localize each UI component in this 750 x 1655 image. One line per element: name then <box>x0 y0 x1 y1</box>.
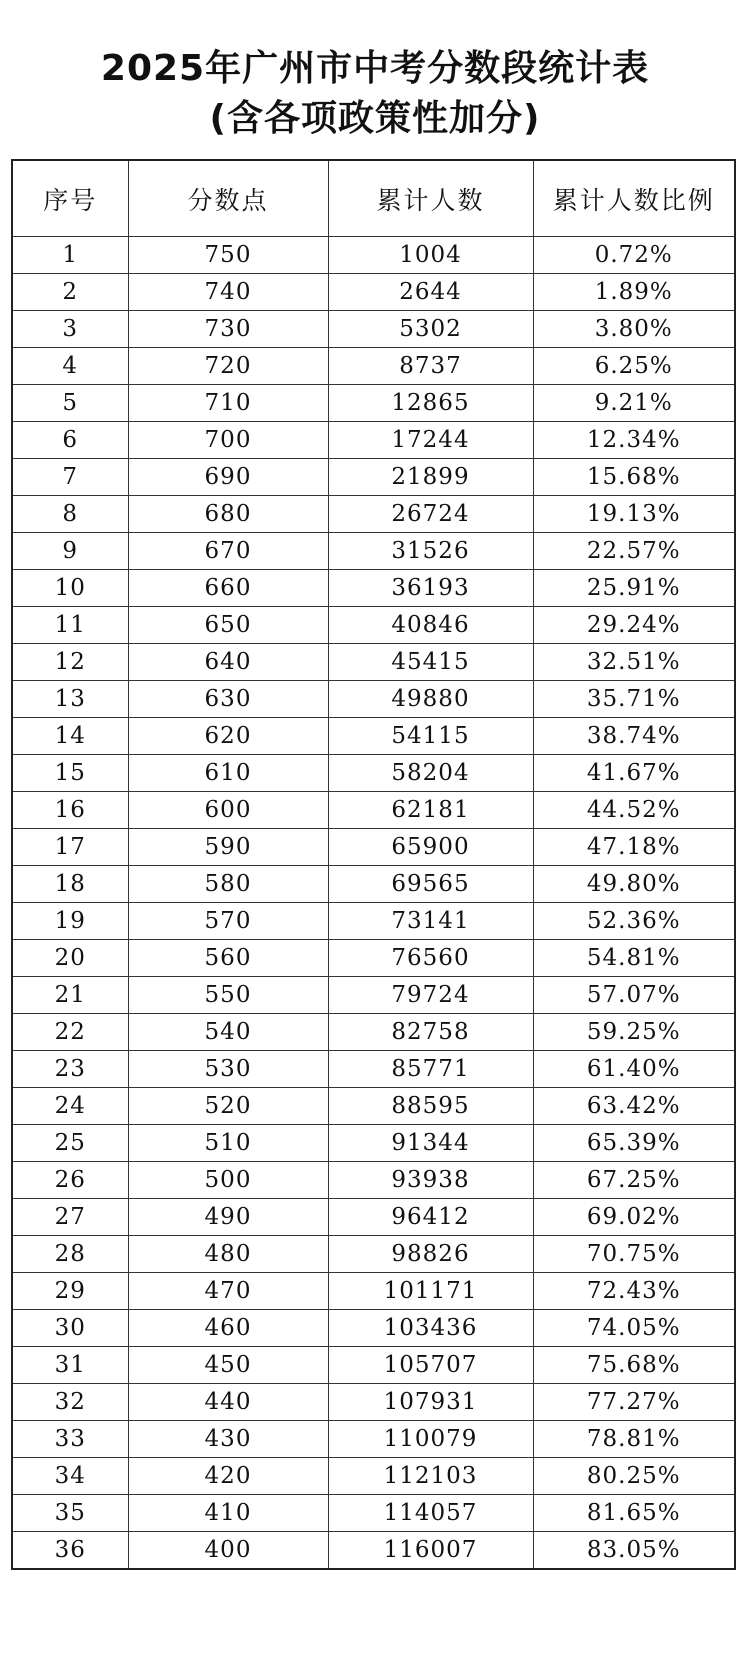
table-row <box>12 1384 735 1421</box>
cell-index: 27 <box>12 1199 128 1236</box>
cell-cumulative-count: 103436 <box>328 1310 533 1347</box>
table-row <box>12 792 735 829</box>
cell-cumulative-count: 26724 <box>328 496 533 533</box>
cell-cumulative-ratio: 52.36% <box>533 903 735 940</box>
cell-cumulative-count: 65900 <box>328 829 533 866</box>
cell-index: 18 <box>12 866 128 903</box>
cell-index: 33 <box>12 1421 128 1458</box>
cell-cumulative-count: 98826 <box>328 1236 533 1273</box>
table-row <box>12 977 735 1014</box>
cell-index: 29 <box>12 1273 128 1310</box>
cell-score: 510 <box>128 1125 328 1162</box>
table-row <box>12 1236 735 1273</box>
cell-cumulative-ratio: 1.89% <box>533 274 735 311</box>
cell-index: 9 <box>12 533 128 570</box>
cell-cumulative-ratio: 29.24% <box>533 607 735 644</box>
cell-score: 720 <box>128 348 328 385</box>
cell-score: 600 <box>128 792 328 829</box>
table-row <box>12 1458 735 1495</box>
cell-index: 14 <box>12 718 128 755</box>
cell-cumulative-count: 58204 <box>328 755 533 792</box>
cell-index: 5 <box>12 385 128 422</box>
cell-score: 690 <box>128 459 328 496</box>
cell-cumulative-ratio: 69.02% <box>533 1199 735 1236</box>
cell-index: 3 <box>12 311 128 348</box>
cell-cumulative-count: 62181 <box>328 792 533 829</box>
table-row <box>12 570 735 607</box>
cell-cumulative-count: 40846 <box>328 607 533 644</box>
table-body <box>12 237 735 1570</box>
cell-cumulative-ratio: 59.25% <box>533 1014 735 1051</box>
cell-score: 470 <box>128 1273 328 1310</box>
page-title <box>0 44 750 144</box>
table-row <box>12 903 735 940</box>
cell-score: 460 <box>128 1310 328 1347</box>
cell-cumulative-count: 107931 <box>328 1384 533 1421</box>
cell-score: 620 <box>128 718 328 755</box>
cell-index: 8 <box>12 496 128 533</box>
table-row <box>12 940 735 977</box>
cell-cumulative-count: 31526 <box>328 533 533 570</box>
table-row <box>12 1273 735 1310</box>
table-row <box>12 607 735 644</box>
cell-cumulative-count: 93938 <box>328 1162 533 1199</box>
table-row <box>12 718 735 755</box>
cell-cumulative-count: 1004 <box>328 237 533 274</box>
cell-index: 19 <box>12 903 128 940</box>
cell-cumulative-ratio: 70.75% <box>533 1236 735 1273</box>
cell-index: 16 <box>12 792 128 829</box>
cell-score: 610 <box>128 755 328 792</box>
table-row <box>12 496 735 533</box>
cell-index: 24 <box>12 1088 128 1125</box>
cell-cumulative-ratio: 49.80% <box>533 866 735 903</box>
cell-index: 6 <box>12 422 128 459</box>
table-row <box>12 829 735 866</box>
cell-cumulative-count: 96412 <box>328 1199 533 1236</box>
cell-cumulative-count: 88595 <box>328 1088 533 1125</box>
cell-cumulative-count: 69565 <box>328 866 533 903</box>
cell-cumulative-count: 17244 <box>328 422 533 459</box>
cell-score: 420 <box>128 1458 328 1495</box>
cell-score: 500 <box>128 1162 328 1199</box>
cell-cumulative-count: 112103 <box>328 1458 533 1495</box>
cell-cumulative-ratio: 22.57% <box>533 533 735 570</box>
cell-index: 25 <box>12 1125 128 1162</box>
cell-score: 750 <box>128 237 328 274</box>
cell-score: 630 <box>128 681 328 718</box>
cell-cumulative-ratio: 32.51% <box>533 644 735 681</box>
cell-cumulative-ratio: 0.72% <box>533 237 735 274</box>
cell-cumulative-ratio: 80.25% <box>533 1458 735 1495</box>
header-index: 序号 <box>12 160 128 237</box>
table-row <box>12 644 735 681</box>
cell-index: 12 <box>12 644 128 681</box>
cell-index: 20 <box>12 940 128 977</box>
table-row <box>12 459 735 496</box>
header-row <box>12 160 735 237</box>
cell-score: 560 <box>128 940 328 977</box>
table-row <box>12 1532 735 1570</box>
cell-cumulative-ratio: 65.39% <box>533 1125 735 1162</box>
cell-cumulative-ratio: 15.68% <box>533 459 735 496</box>
cell-cumulative-ratio: 44.52% <box>533 792 735 829</box>
cell-cumulative-ratio: 9.21% <box>533 385 735 422</box>
cell-cumulative-count: 73141 <box>328 903 533 940</box>
cell-cumulative-ratio: 78.81% <box>533 1421 735 1458</box>
table-row <box>12 311 735 348</box>
cell-cumulative-count: 36193 <box>328 570 533 607</box>
table-row <box>12 1421 735 1458</box>
cell-cumulative-count: 91344 <box>328 1125 533 1162</box>
table-row <box>12 681 735 718</box>
cell-cumulative-count: 114057 <box>328 1495 533 1532</box>
cell-cumulative-count: 49880 <box>328 681 533 718</box>
cell-score: 430 <box>128 1421 328 1458</box>
cell-cumulative-count: 12865 <box>328 385 533 422</box>
cell-cumulative-ratio: 75.68% <box>533 1347 735 1384</box>
cell-score: 520 <box>128 1088 328 1125</box>
table-header <box>12 160 735 237</box>
cell-index: 31 <box>12 1347 128 1384</box>
cell-cumulative-ratio: 81.65% <box>533 1495 735 1532</box>
cell-cumulative-count: 85771 <box>328 1051 533 1088</box>
table-row <box>12 422 735 459</box>
cell-score: 710 <box>128 385 328 422</box>
table-row <box>12 533 735 570</box>
cell-score: 580 <box>128 866 328 903</box>
table-row <box>12 1162 735 1199</box>
cell-score: 410 <box>128 1495 328 1532</box>
table-row <box>12 1495 735 1532</box>
cell-cumulative-count: 101171 <box>328 1273 533 1310</box>
cell-score: 450 <box>128 1347 328 1384</box>
cell-score: 480 <box>128 1236 328 1273</box>
header-cumulative-ratio: 累计人数比例 <box>533 160 735 237</box>
table-row <box>12 1310 735 1347</box>
cell-cumulative-count: 45415 <box>328 644 533 681</box>
cell-score: 650 <box>128 607 328 644</box>
cell-index: 1 <box>12 237 128 274</box>
cell-index: 21 <box>12 977 128 1014</box>
cell-index: 7 <box>12 459 128 496</box>
cell-score: 700 <box>128 422 328 459</box>
cell-cumulative-ratio: 12.34% <box>533 422 735 459</box>
cell-index: 35 <box>12 1495 128 1532</box>
cell-cumulative-count: 21899 <box>328 459 533 496</box>
cell-index: 10 <box>12 570 128 607</box>
cell-cumulative-ratio: 67.25% <box>533 1162 735 1199</box>
cell-score: 570 <box>128 903 328 940</box>
cell-index: 26 <box>12 1162 128 1199</box>
cell-cumulative-ratio: 19.13% <box>533 496 735 533</box>
cell-cumulative-count: 116007 <box>328 1532 533 1570</box>
cell-score: 440 <box>128 1384 328 1421</box>
cell-index: 11 <box>12 607 128 644</box>
cell-cumulative-ratio: 77.27% <box>533 1384 735 1421</box>
table-row <box>12 348 735 385</box>
table-row <box>12 866 735 903</box>
header-cumulative-count: 累计人数 <box>328 160 533 237</box>
cell-score: 740 <box>128 274 328 311</box>
cell-score: 660 <box>128 570 328 607</box>
cell-index: 23 <box>12 1051 128 1088</box>
cell-cumulative-count: 110079 <box>328 1421 533 1458</box>
table-row <box>12 274 735 311</box>
cell-index: 13 <box>12 681 128 718</box>
table-row <box>12 755 735 792</box>
table-row <box>12 1051 735 1088</box>
cell-cumulative-ratio: 54.81% <box>533 940 735 977</box>
cell-cumulative-count: 2644 <box>328 274 533 311</box>
cell-index: 4 <box>12 348 128 385</box>
table-row <box>12 385 735 422</box>
cell-cumulative-ratio: 35.71% <box>533 681 735 718</box>
cell-cumulative-ratio: 41.67% <box>533 755 735 792</box>
cell-cumulative-ratio: 6.25% <box>533 348 735 385</box>
title-line-subtitle: (含各项政策性加分) <box>209 98 541 139</box>
cell-cumulative-ratio: 72.43% <box>533 1273 735 1310</box>
cell-cumulative-ratio: 74.05% <box>533 1310 735 1347</box>
cell-cumulative-count: 79724 <box>328 977 533 1014</box>
cell-cumulative-ratio: 57.07% <box>533 977 735 1014</box>
cell-score: 680 <box>128 496 328 533</box>
cell-index: 17 <box>12 829 128 866</box>
cell-cumulative-ratio: 3.80% <box>533 311 735 348</box>
cell-index: 2 <box>12 274 128 311</box>
cell-score: 590 <box>128 829 328 866</box>
cell-index: 22 <box>12 1014 128 1051</box>
cell-score: 550 <box>128 977 328 1014</box>
table-row <box>12 237 735 274</box>
score-distribution-table <box>11 159 736 1570</box>
table-row <box>12 1088 735 1125</box>
header-score: 分数点 <box>128 160 328 237</box>
cell-cumulative-ratio: 38.74% <box>533 718 735 755</box>
cell-cumulative-ratio: 47.18% <box>533 829 735 866</box>
cell-cumulative-count: 82758 <box>328 1014 533 1051</box>
cell-score: 490 <box>128 1199 328 1236</box>
cell-cumulative-ratio: 83.05% <box>533 1532 735 1570</box>
cell-score: 670 <box>128 533 328 570</box>
cell-score: 400 <box>128 1532 328 1570</box>
cell-cumulative-count: 76560 <box>328 940 533 977</box>
cell-cumulative-count: 5302 <box>328 311 533 348</box>
cell-score: 640 <box>128 644 328 681</box>
title-line-main: 2025年广州市中考分数段统计表 <box>100 48 650 89</box>
cell-score: 540 <box>128 1014 328 1051</box>
cell-index: 32 <box>12 1384 128 1421</box>
cell-index: 28 <box>12 1236 128 1273</box>
table-row <box>12 1347 735 1384</box>
cell-cumulative-count: 8737 <box>328 348 533 385</box>
cell-index: 30 <box>12 1310 128 1347</box>
table-row <box>12 1014 735 1051</box>
cell-score: 730 <box>128 311 328 348</box>
cell-cumulative-ratio: 61.40% <box>533 1051 735 1088</box>
cell-cumulative-ratio: 25.91% <box>533 570 735 607</box>
cell-index: 15 <box>12 755 128 792</box>
cell-index: 36 <box>12 1532 128 1570</box>
table-row <box>12 1199 735 1236</box>
cell-cumulative-count: 54115 <box>328 718 533 755</box>
cell-cumulative-ratio: 63.42% <box>533 1088 735 1125</box>
cell-index: 34 <box>12 1458 128 1495</box>
table-row <box>12 1125 735 1162</box>
cell-cumulative-count: 105707 <box>328 1347 533 1384</box>
cell-score: 530 <box>128 1051 328 1088</box>
